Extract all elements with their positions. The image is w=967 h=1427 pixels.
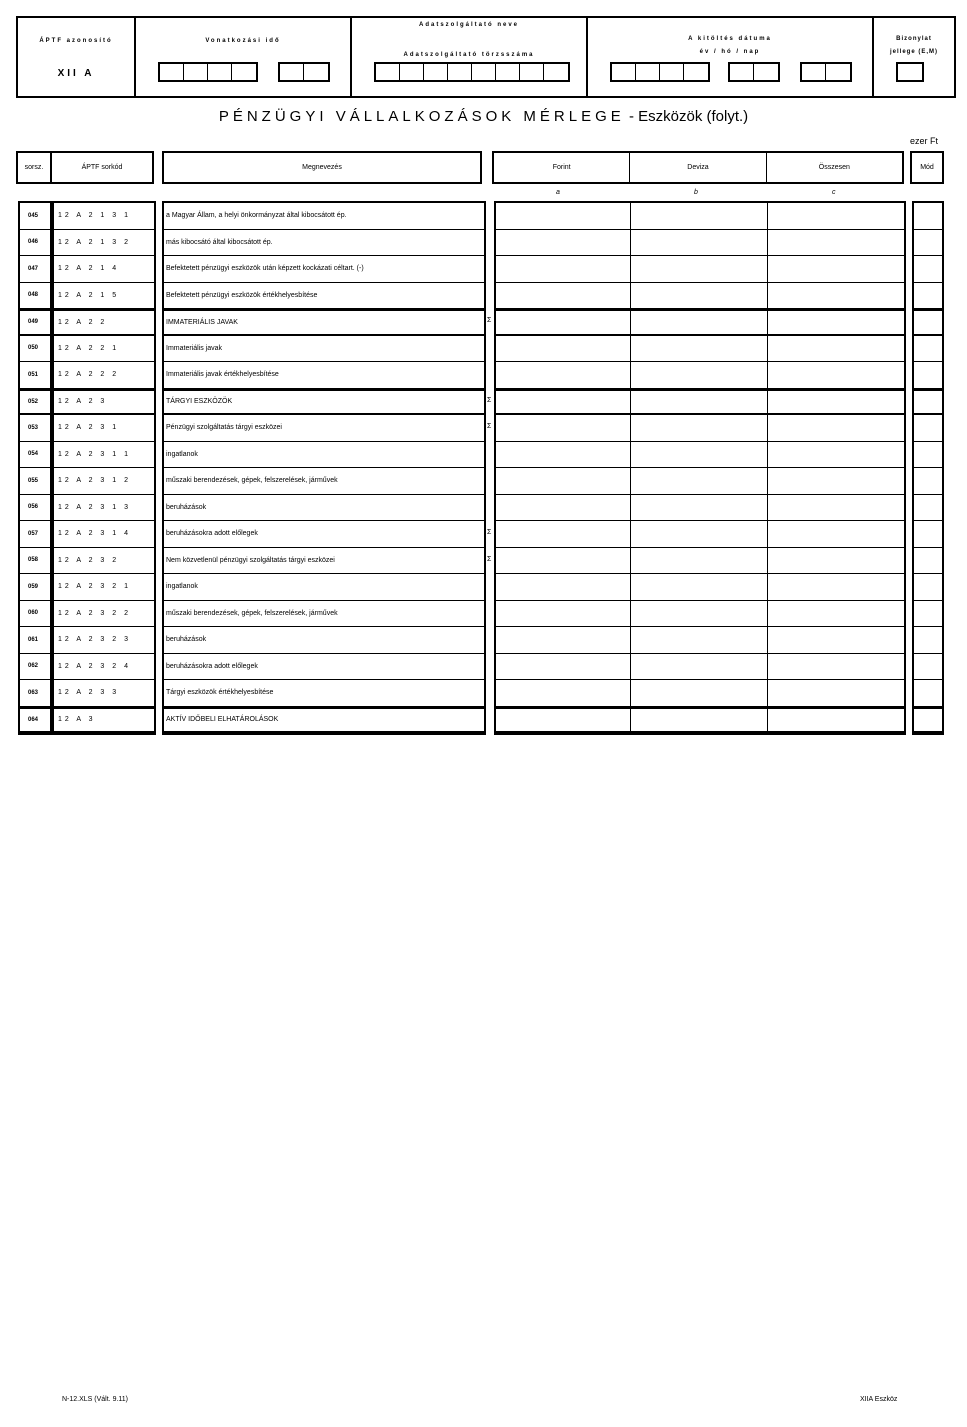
row-mod-input[interactable] bbox=[914, 256, 942, 283]
row-name: ingatlanok bbox=[164, 574, 484, 601]
row-deviza-input[interactable] bbox=[631, 389, 767, 416]
col-name-header: Megnevezés bbox=[162, 151, 482, 184]
form-header bbox=[16, 16, 956, 98]
row-kod: 12 A 2 3 1 2 bbox=[54, 468, 154, 495]
col-forint-header: Forint bbox=[494, 153, 630, 182]
row-deviza-input[interactable] bbox=[631, 230, 767, 257]
col-b-marker: b bbox=[694, 189, 698, 196]
row-forint-input[interactable] bbox=[496, 654, 630, 681]
row-deviza-input[interactable] bbox=[631, 362, 767, 389]
row-mod-input[interactable] bbox=[914, 230, 942, 257]
row-kod: 12 A 2 1 4 bbox=[54, 256, 154, 283]
row-osszesen-input[interactable] bbox=[768, 627, 904, 654]
col-deviza-header: Deviza bbox=[630, 153, 766, 182]
row-kod: 12 A 2 3 1 3 bbox=[54, 495, 154, 522]
row-sorsz: 047 bbox=[20, 256, 50, 283]
row-kod: 12 A 2 3 1 1 bbox=[54, 442, 154, 469]
row-osszesen-input[interactable] bbox=[768, 468, 904, 495]
row-deviza-input[interactable] bbox=[631, 442, 767, 469]
row-sum-marker: Σ bbox=[487, 396, 492, 404]
row-kod: 12 A 2 1 3 1 bbox=[54, 203, 154, 230]
col-sorsz-header: sorsz. bbox=[16, 151, 52, 184]
row-forint-input[interactable] bbox=[496, 707, 630, 734]
row-osszesen-input[interactable] bbox=[768, 389, 904, 416]
row-sorsz: 055 bbox=[20, 468, 50, 495]
row-name: IMMATERIÁLIS JAVAK bbox=[164, 309, 484, 336]
row-forint-input[interactable] bbox=[496, 362, 630, 389]
title-sub: Eszközök (folyt.) bbox=[638, 108, 749, 125]
row-osszesen-input[interactable] bbox=[768, 336, 904, 363]
row-osszesen-input[interactable] bbox=[768, 230, 904, 257]
row-deviza-input[interactable] bbox=[631, 680, 767, 707]
row-deviza-input[interactable] bbox=[631, 336, 767, 363]
row-forint-input[interactable] bbox=[496, 601, 630, 628]
row-osszesen-input[interactable] bbox=[768, 548, 904, 575]
row-osszesen-input[interactable] bbox=[768, 203, 904, 230]
row-name: Pénzügyi szolgáltatás tárgyi eszközei bbox=[164, 415, 484, 442]
row-sorsz: 061 bbox=[20, 627, 50, 654]
col-c-marker: c bbox=[832, 189, 836, 196]
row-mod-input[interactable] bbox=[914, 468, 942, 495]
row-sorsz: 053 bbox=[20, 415, 50, 442]
reference-month-boxes[interactable] bbox=[278, 62, 330, 82]
row-sorsz: 058 bbox=[20, 548, 50, 575]
row-kod: 12 A 2 1 3 2 bbox=[54, 230, 154, 257]
row-mod-input[interactable] bbox=[914, 309, 942, 336]
document-type-sub: jellege (E,M) bbox=[889, 49, 938, 55]
row-osszesen-input[interactable] bbox=[768, 309, 904, 336]
row-deviza-input[interactable] bbox=[631, 495, 767, 522]
document-type-cell bbox=[874, 18, 954, 96]
row-mod-input[interactable] bbox=[914, 521, 942, 548]
col-a-marker: a bbox=[556, 189, 560, 196]
row-kod: 12 A 2 1 5 bbox=[54, 283, 154, 310]
footer-form-code: N-12.XLS (Vált. 9.11) bbox=[62, 1396, 129, 1403]
row-kod: 12 A 2 3 1 4 bbox=[54, 521, 154, 548]
row-name: műszaki berendezések, gépek, felszerelések, járművek bbox=[164, 601, 484, 628]
row-name: beruházások bbox=[164, 627, 484, 654]
page-title bbox=[0, 108, 967, 125]
document-type-box[interactable] bbox=[896, 62, 924, 82]
row-forint-input[interactable] bbox=[496, 548, 630, 575]
row-name: más kibocsátó által kibocsátott ép. bbox=[164, 230, 484, 257]
row-osszesen-input[interactable] bbox=[768, 362, 904, 389]
fill-date-format: év / hó / nap bbox=[699, 49, 761, 55]
row-sorsz: 046 bbox=[20, 230, 50, 257]
row-kod: 12 A 2 3 1 bbox=[54, 415, 154, 442]
reference-period-label: Vonatkozási idő bbox=[205, 38, 281, 44]
row-mod-input[interactable] bbox=[914, 495, 942, 522]
row-mod-input[interactable] bbox=[914, 654, 942, 681]
row-deviza-input[interactable] bbox=[631, 707, 767, 734]
title-separator: - bbox=[628, 108, 634, 125]
row-forint-input[interactable] bbox=[496, 521, 630, 548]
col-osszesen-header: Összesen bbox=[818, 164, 850, 171]
row-mod-input[interactable] bbox=[914, 362, 942, 389]
row-deviza-input[interactable] bbox=[631, 309, 767, 336]
row-mod-input[interactable] bbox=[914, 336, 942, 363]
row-deviza-input[interactable] bbox=[631, 415, 767, 442]
aptf-id-cell bbox=[18, 18, 136, 96]
row-mod-input[interactable] bbox=[914, 548, 942, 575]
row-sum-marker: Σ bbox=[487, 317, 492, 324]
row-mod-input[interactable] bbox=[914, 283, 942, 310]
row-name: Befektetett pénzügyi eszközök értékhelyesbítése bbox=[164, 283, 484, 310]
col-kod-header: ÁPTF sorkód bbox=[50, 151, 154, 184]
row-deviza-input[interactable] bbox=[631, 574, 767, 601]
row-sorsz: 056 bbox=[20, 495, 50, 522]
row-sorsz: 052 bbox=[20, 389, 50, 416]
row-kod: 12 A 2 3 2 3 bbox=[54, 627, 154, 654]
row-sorsz: 051 bbox=[20, 362, 50, 389]
row-deviza-input[interactable] bbox=[631, 627, 767, 654]
fill-year-boxes[interactable] bbox=[610, 62, 710, 82]
row-forint-input[interactable] bbox=[496, 442, 630, 469]
row-deviza-input[interactable] bbox=[631, 468, 767, 495]
row-sorsz: 050 bbox=[20, 336, 50, 363]
row-kod: 12 A 2 3 bbox=[54, 389, 154, 416]
row-deviza-input[interactable] bbox=[631, 256, 767, 283]
row-name: Immateriális javak bbox=[164, 336, 484, 363]
row-sorsz: 048 bbox=[20, 283, 50, 310]
aptf-id-label: ÁPTF azonosító bbox=[39, 38, 113, 44]
row-deviza-input[interactable] bbox=[631, 654, 767, 681]
row-osszesen-input[interactable] bbox=[768, 256, 904, 283]
row-name: ingatlanok bbox=[164, 442, 484, 469]
row-forint-input[interactable] bbox=[496, 256, 630, 283]
document-type-label: Bizonylat bbox=[896, 36, 932, 42]
row-kod: 12 A 2 3 2 4 bbox=[54, 654, 154, 681]
row-sorsz: 060 bbox=[20, 601, 50, 628]
row-osszesen-input[interactable] bbox=[768, 574, 904, 601]
row-mod-input[interactable] bbox=[914, 627, 942, 654]
reporter-cell bbox=[352, 18, 588, 96]
row-sorsz: 062 bbox=[20, 654, 50, 681]
fill-month-boxes[interactable] bbox=[728, 62, 780, 82]
row-mod-input[interactable] bbox=[914, 707, 942, 734]
row-forint-input[interactable] bbox=[496, 680, 630, 707]
row-deviza-input[interactable] bbox=[631, 548, 767, 575]
row-name: Befektetett pénzügyi eszközök után képzett kockázati céltart. (-) bbox=[164, 256, 484, 283]
row-osszesen-input[interactable] bbox=[768, 654, 904, 681]
fill-date-cell bbox=[588, 18, 874, 96]
row-sorsz: 057 bbox=[20, 521, 50, 548]
row-osszesen-input[interactable] bbox=[768, 442, 904, 469]
row-kod: 12 A 2 2 1 bbox=[54, 336, 154, 363]
row-forint-input[interactable] bbox=[496, 415, 630, 442]
unit-label: ezer Ft bbox=[910, 136, 939, 146]
row-sorsz: 059 bbox=[20, 574, 50, 601]
reference-period-cell bbox=[136, 18, 352, 96]
row-sum-marker: Σ bbox=[487, 555, 492, 563]
row-kod: 12 A 3 bbox=[54, 707, 154, 734]
row-name: műszaki berendezések, gépek, felszerelések, járművek bbox=[164, 468, 484, 495]
row-kod: 12 A 2 2 bbox=[54, 309, 154, 336]
row-osszesen-input[interactable] bbox=[768, 601, 904, 628]
row-forint-input[interactable] bbox=[496, 495, 630, 522]
row-forint-input[interactable] bbox=[496, 468, 630, 495]
row-name: Immateriális javak értékhelyesbítése bbox=[164, 362, 484, 389]
row-name: beruházásokra adott előlegek bbox=[164, 521, 484, 548]
row-kod: 12 A 2 3 2 1 bbox=[54, 574, 154, 601]
row-mod-input[interactable] bbox=[914, 680, 942, 707]
title-main: PÉNZÜGYI VÁLLALKOZÁSOK MÉRLEGE bbox=[218, 108, 625, 125]
row-kod: 12 A 2 3 2 2 bbox=[54, 601, 154, 628]
row-sorsz: 049 bbox=[20, 309, 50, 336]
row-osszesen-input[interactable] bbox=[768, 707, 904, 734]
row-deviza-input[interactable] bbox=[631, 203, 767, 230]
row-mod-input[interactable] bbox=[914, 389, 942, 416]
footer-sheet-name: XIIA Eszköz bbox=[860, 1396, 898, 1403]
row-mod-input[interactable] bbox=[914, 415, 942, 442]
row-forint-input[interactable] bbox=[496, 627, 630, 654]
row-mod-input[interactable] bbox=[914, 203, 942, 230]
row-sorsz: 054 bbox=[20, 442, 50, 469]
row-osszesen-input[interactable] bbox=[768, 680, 904, 707]
row-name: beruházásokra adott előlegek bbox=[164, 654, 484, 681]
row-forint-input[interactable] bbox=[496, 203, 630, 230]
row-mod-input[interactable] bbox=[914, 574, 942, 601]
row-forint-input[interactable] bbox=[496, 336, 630, 363]
reference-year-boxes[interactable] bbox=[158, 62, 258, 82]
row-kod: 12 A 2 3 3 bbox=[54, 680, 154, 707]
row-mod-input[interactable] bbox=[914, 442, 942, 469]
row-name: Tárgyi eszközök értékhelyesbítése bbox=[164, 680, 484, 707]
row-forint-input[interactable] bbox=[496, 230, 630, 257]
row-deviza-input[interactable] bbox=[631, 283, 767, 310]
row-name: Nem közvetlenül pénzügyi szolgáltatás tárgyi eszközei bbox=[164, 548, 484, 575]
aptf-id-value: XII A bbox=[57, 68, 95, 79]
fill-day-boxes[interactable] bbox=[800, 62, 852, 82]
row-osszesen-input[interactable] bbox=[768, 283, 904, 310]
row-forint-input[interactable] bbox=[496, 283, 630, 310]
row-name: beruházások bbox=[164, 495, 484, 522]
row-osszesen-input[interactable] bbox=[768, 495, 904, 522]
row-deviza-input[interactable] bbox=[631, 601, 767, 628]
col-mod-header: Mód bbox=[910, 151, 944, 184]
row-forint-input[interactable] bbox=[496, 389, 630, 416]
reporter-id-label: Adatszolgáltató törzsszáma bbox=[403, 52, 535, 58]
row-kod: 12 A 2 3 2 bbox=[54, 548, 154, 575]
row-mod-input[interactable] bbox=[914, 601, 942, 628]
value-columns-header bbox=[492, 151, 904, 184]
row-forint-input[interactable] bbox=[496, 574, 630, 601]
row-osszesen-input[interactable] bbox=[768, 521, 904, 548]
row-sum-marker: Σ bbox=[487, 423, 492, 430]
row-name: a Magyar Állam, a helyi önkormányzat által kibocsátott ép. bbox=[164, 203, 484, 230]
row-name: TÁRGYI ESZKÖZÖK bbox=[164, 389, 484, 416]
row-sorsz: 064 bbox=[20, 707, 50, 734]
row-sum-marker: Σ bbox=[487, 529, 492, 536]
reporter-id-boxes[interactable] bbox=[374, 62, 570, 82]
row-deviza-input[interactable] bbox=[631, 521, 767, 548]
reporter-name-label: Adatszolgáltató neve bbox=[418, 22, 519, 28]
fill-date-label: A kitöltés dátuma bbox=[688, 36, 772, 42]
row-forint-input[interactable] bbox=[496, 309, 630, 336]
row-kod: 12 A 2 2 2 bbox=[54, 362, 154, 389]
row-sorsz: 045 bbox=[20, 203, 50, 230]
row-sorsz: 063 bbox=[20, 680, 50, 707]
row-osszesen-input[interactable] bbox=[768, 415, 904, 442]
row-name: AKTÍV IDŐBELI ELHATÁROLÁSOK bbox=[164, 707, 484, 734]
